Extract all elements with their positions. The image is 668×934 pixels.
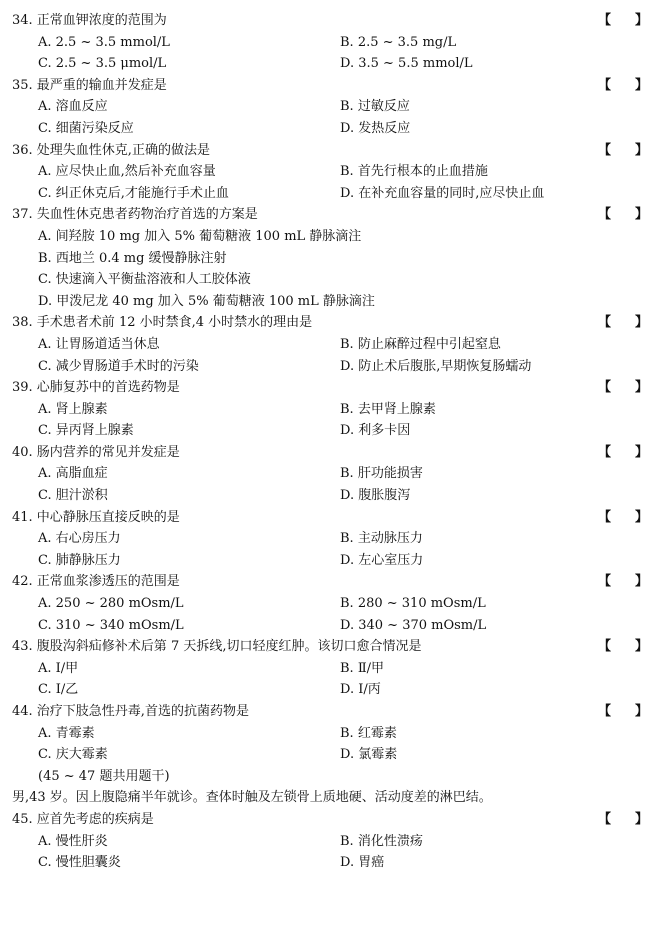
- option: A. 应尽快止血,然后补充血容量: [38, 164, 216, 180]
- option: C. 慢性胆囊炎: [38, 855, 121, 871]
- option: B. 去甲肾上腺素: [340, 401, 436, 417]
- option: B. 西地兰 0.4 mg 缓慢静脉注射: [38, 250, 227, 266]
- question-stem: [0, 701, 668, 723]
- option-row: [0, 32, 668, 54]
- option: B. 红霉素: [340, 725, 397, 741]
- option: C. 肺静脉压力: [38, 552, 121, 568]
- option: C. 2.5 ~ 3.5 μmol/L: [38, 56, 167, 72]
- answer-bracket-open: 【: [598, 13, 612, 28]
- option: A. 2.5 ~ 3.5 mmol/L: [38, 34, 170, 50]
- question-stem-text: 38. 手术患者术前 12 小时禁食,4 小时禁水的理由是: [12, 315, 313, 331]
- option: A. 高脂血症: [38, 466, 108, 482]
- option: D. 防止术后腹胀,早期恢复肠蠕动: [340, 358, 532, 374]
- question-stem-text: 34. 正常血钾浓度的范围为: [12, 13, 167, 28]
- shared-stem-note: (45 ~ 47 题共用题干): [38, 768, 170, 784]
- option-row: [0, 615, 668, 637]
- case-description: 男,43 岁。因上腹隐痛半年就诊。查体时触及左锁骨上质地硬、活动度差的淋巴结。: [12, 790, 492, 806]
- question-stem: [0, 507, 668, 529]
- question-stem: [0, 75, 668, 97]
- option: B. Ⅱ/甲: [340, 660, 385, 676]
- option: B. 防止麻醉过程中引起窒息: [340, 336, 501, 352]
- answer-bracket-open: 【: [598, 704, 612, 719]
- option-row: [0, 291, 668, 313]
- option: D. 氯霉素: [340, 747, 398, 763]
- option-row: [0, 399, 668, 421]
- option-row: [0, 831, 668, 853]
- option: C. 310 ~ 340 mOsm/L: [38, 617, 184, 633]
- option: C. 胆汁淤积: [38, 488, 108, 504]
- option: C. 减少胃肠道手术时的污染: [38, 358, 199, 374]
- answer-brackets: [598, 701, 648, 723]
- question-stem-text: 43. 腹股沟斜疝修补术后第 7 天拆线,切口轻度红肿。该切口愈合情况是: [12, 639, 422, 655]
- answer-bracket-open: 【: [598, 811, 612, 827]
- option-row: [0, 420, 668, 442]
- option: B. 消化性溃疡: [340, 833, 423, 849]
- option-row: [0, 550, 668, 572]
- option: A. 肾上腺素: [38, 401, 108, 417]
- answer-brackets: [598, 809, 648, 831]
- option: B. 肝功能损害: [340, 466, 423, 482]
- answer-bracket-close: 】: [634, 142, 648, 158]
- answer-bracket-close: 】: [634, 315, 648, 331]
- question-stem-text: 40. 肠内营养的常见并发症是: [12, 444, 180, 460]
- question-stem-text: 39. 心肺复苏中的首选药物是: [12, 380, 180, 396]
- option: C. 快速滴入平衡盐溶液和人工胶体液: [38, 272, 251, 288]
- option: D. 左心室压力: [340, 552, 424, 568]
- answer-brackets: [598, 636, 648, 658]
- answer-bracket-open: 【: [598, 574, 612, 590]
- option: D. 发热反应: [340, 120, 411, 136]
- option-row: [0, 248, 668, 270]
- question-stem-text: 37. 失血性休克患者药物治疗首选的方案是: [12, 207, 258, 223]
- option-row: [0, 593, 668, 615]
- question-stem-text: 44. 治疗下肢急性丹毒,首选的抗菌药物是: [12, 704, 249, 719]
- answer-bracket-close: 】: [634, 509, 648, 525]
- option: C. Ⅰ/乙: [38, 682, 79, 698]
- question-stem-text: 42. 正常血浆渗透压的范围是: [12, 574, 180, 590]
- option-row: [0, 161, 668, 183]
- question-stem-text: 35. 最严重的输血并发症是: [12, 77, 167, 93]
- option-row: [0, 658, 668, 680]
- answer-bracket-close: 】: [634, 811, 648, 827]
- option-row: [0, 96, 668, 118]
- question-stem: [0, 809, 668, 831]
- option: A. 溶血反应: [38, 99, 108, 115]
- answer-brackets: [598, 140, 648, 162]
- question-stem: [0, 312, 668, 334]
- option: B. 主动脉压力: [340, 531, 423, 547]
- option-row: [0, 463, 668, 485]
- answer-bracket-close: 】: [634, 444, 648, 460]
- option: C. 纠正休克后,才能施行手术止血: [38, 185, 229, 201]
- answer-bracket-close: 】: [634, 639, 648, 655]
- option-row: [0, 334, 668, 356]
- answer-brackets: [598, 571, 648, 593]
- answer-brackets: [598, 377, 648, 399]
- option-row: [0, 226, 668, 248]
- answer-bracket-close: 】: [634, 207, 648, 223]
- option-row: [0, 53, 668, 75]
- option: D. 腹胀腹泻: [340, 488, 411, 504]
- answer-bracket-open: 【: [598, 207, 612, 223]
- option: D. 340 ~ 370 mOsm/L: [340, 617, 487, 633]
- option-row: [0, 485, 668, 507]
- option: B. 280 ~ 310 mOsm/L: [340, 596, 486, 612]
- option: A. 右心房压力: [38, 531, 121, 547]
- option: D. 利多卡因: [340, 423, 411, 439]
- answer-bracket-open: 【: [598, 509, 612, 525]
- option: B. 过敏反应: [340, 99, 410, 115]
- option-row: [0, 852, 668, 874]
- option: D. 3.5 ~ 5.5 mmol/L: [340, 56, 473, 72]
- option: A. 慢性肝炎: [38, 833, 108, 849]
- question-stem: [0, 204, 668, 226]
- option: D. 胃癌: [340, 855, 385, 871]
- option-row: [0, 356, 668, 378]
- option: A. 间羟胺 10 mg 加入 5% 葡萄糖液 100 mL 静脉滴注: [38, 228, 362, 244]
- answer-bracket-close: 】: [634, 704, 648, 719]
- answer-brackets: [598, 312, 648, 334]
- option: C. 异丙肾上腺素: [38, 423, 134, 439]
- answer-bracket-close: 】: [634, 77, 648, 93]
- answer-brackets: [598, 10, 648, 32]
- option: A. Ⅰ/甲: [38, 660, 79, 676]
- question-stem-text: 36. 处理失血性休克,正确的做法是: [12, 142, 210, 158]
- answer-bracket-open: 【: [598, 77, 612, 93]
- option-row: [0, 744, 668, 766]
- option-row: [0, 723, 668, 745]
- answer-bracket-close: 】: [634, 380, 648, 396]
- answer-brackets: [598, 442, 648, 464]
- option: A. 250 ~ 280 mOsm/L: [38, 596, 184, 612]
- question-stem: [0, 571, 668, 593]
- question-stem: [0, 10, 668, 32]
- question-stem: [0, 636, 668, 658]
- option: A. 青霉素: [38, 725, 95, 741]
- answer-bracket-open: 【: [598, 639, 612, 655]
- option: A. 让胃肠道适当休息: [38, 336, 160, 352]
- option: C. 细菌污染反应: [38, 120, 134, 136]
- answer-bracket-close: 】: [634, 13, 648, 28]
- option: B. 2.5 ~ 3.5 mg/L: [340, 34, 457, 50]
- option-row: [0, 118, 668, 140]
- option-row: [0, 183, 668, 205]
- answer-bracket-open: 【: [598, 315, 612, 331]
- answer-bracket-open: 【: [598, 444, 612, 460]
- question-stem: [0, 140, 668, 162]
- option-row: [0, 679, 668, 701]
- answer-bracket-close: 】: [634, 574, 648, 590]
- option-row: [0, 269, 668, 291]
- option: D. 在补充血容量的同时,应尽快止血: [340, 185, 545, 201]
- option-row: [0, 528, 668, 550]
- answer-bracket-open: 【: [598, 142, 612, 158]
- question-stem: [0, 442, 668, 464]
- question-stem-text: 45. 应首先考虑的疾病是: [12, 811, 154, 827]
- option: D. 甲泼尼龙 40 mg 加入 5% 葡萄糖液 100 mL 静脉滴注: [38, 293, 375, 309]
- option: C. 庆大霉素: [38, 747, 108, 763]
- option: B. 首先行根本的止血措施: [340, 164, 488, 180]
- answer-brackets: [598, 204, 648, 226]
- answer-brackets: [598, 75, 648, 97]
- answer-brackets: [598, 507, 648, 529]
- option: D. Ⅰ/丙: [340, 682, 381, 698]
- question-stem: [0, 377, 668, 399]
- answer-bracket-open: 【: [598, 380, 612, 396]
- question-stem-text: 41. 中心静脉压直接反映的是: [12, 509, 180, 525]
